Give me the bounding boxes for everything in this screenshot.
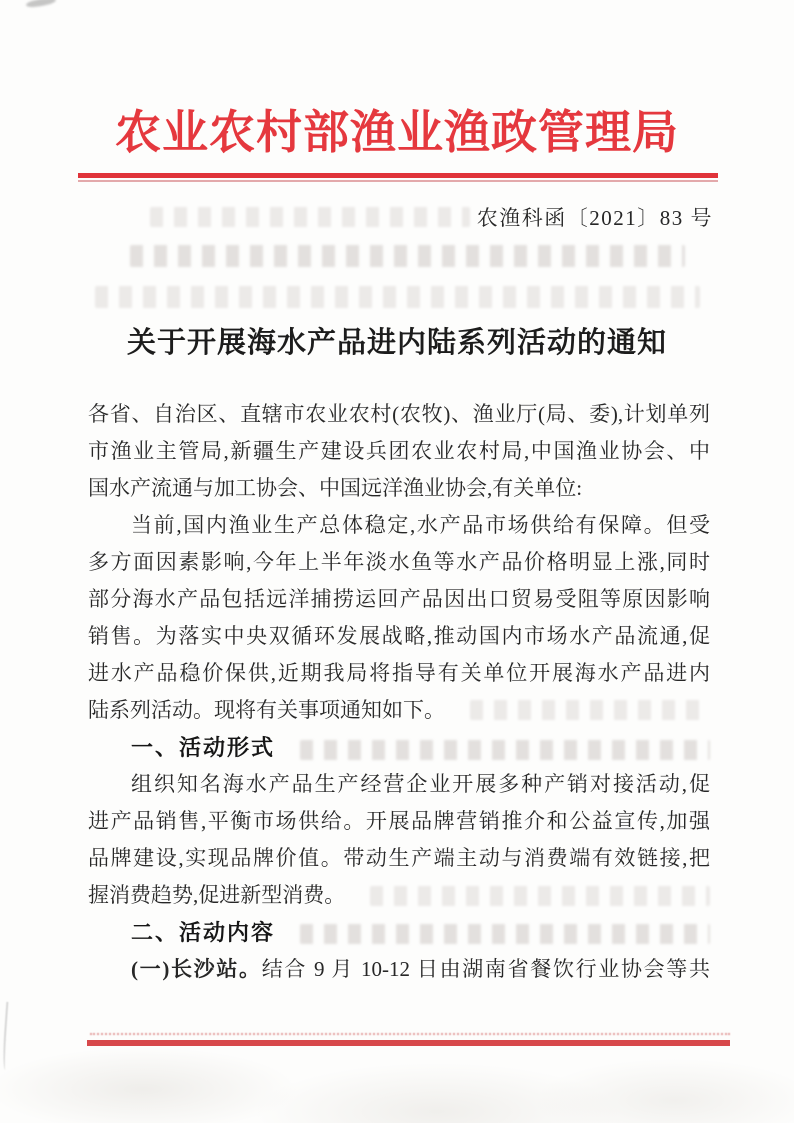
body-line-text: 当前,国内渔业生产总体稳定,水产品市场供给有保障。但受 xyxy=(131,513,710,537)
body-line xyxy=(88,840,710,877)
body-line-text: 销售。为落实中央双循环发展战略,推动国内市场水产品流通,促 xyxy=(88,624,710,648)
body-line xyxy=(88,433,710,470)
notice-title: 关于开展海水产品进内陆系列活动的通知 xyxy=(126,327,667,359)
item-label-bold: (一)长沙站。 xyxy=(131,957,262,981)
body-line-text: 陆系列活动。现将有关事项通知如下。 xyxy=(88,698,445,722)
body-line-text: 市渔业主管局,新疆生产建设兵团农业农村局,中国渔业协会、中 xyxy=(88,439,710,463)
section-heading-activity-content xyxy=(88,914,710,951)
body-line xyxy=(88,655,710,692)
body-line xyxy=(88,766,710,803)
body-line-text: 品牌建设,实现品牌价值。带动生产端主动与消费端有效链接,把 xyxy=(88,846,710,870)
bleed-through-artifact xyxy=(130,245,685,267)
body-line xyxy=(88,507,710,544)
notice-body xyxy=(88,396,710,988)
body-line xyxy=(88,877,710,914)
section-heading-text: 二、活动内容 xyxy=(131,920,276,945)
body-line xyxy=(88,544,710,581)
section-heading-text: 一、活动形式 xyxy=(131,735,276,760)
body-line-text: 结合 9 月 10-12 日由湖南省餐饮行业协会等共 xyxy=(261,957,710,981)
letterhead-rule-thin xyxy=(78,180,718,182)
item-changsha-line xyxy=(88,951,710,988)
body-line xyxy=(88,396,710,433)
bleed-through-artifact xyxy=(150,207,470,227)
body-line-text: 握消费趋势,促进新型消费。 xyxy=(88,883,346,907)
body-line xyxy=(88,692,710,729)
body-line xyxy=(88,618,710,655)
body-line-text: 各省、自治区、直辖市农业农村(农牧)、渔业厅(局、委),计划单列 xyxy=(88,402,710,426)
body-line-text: 进产品销售,平衡市场供给。开展品牌营销推介和公益宣传,加强 xyxy=(88,809,710,833)
body-line-text: 部分海水产品包括远洋捕捞运回产品因出口贸易受阻等原因影响 xyxy=(88,587,710,611)
body-line-text: 组织知名海水产品生产经营企业开展多种产销对接活动,促 xyxy=(131,772,710,796)
section-heading-activity-format xyxy=(88,729,710,766)
bleed-through-artifact xyxy=(95,286,700,308)
letterhead-rule-thick xyxy=(78,173,718,178)
bleed-through-rule-solid xyxy=(87,1040,730,1046)
body-line xyxy=(88,470,710,507)
body-line xyxy=(88,581,710,618)
agency-letterhead-title: 农业农村部渔业渔政管理局 xyxy=(115,107,679,158)
body-line-text: 进水产品稳价保供,近期我局将指导有关单位开展海水产品进内 xyxy=(88,661,710,685)
doc-number: 农渔科函〔2021〕83 号 xyxy=(476,206,713,230)
body-line-text: 多方面因素影响,今年上半年淡水鱼等水产品价格明显上涨,同时 xyxy=(88,550,710,574)
body-line-text: 国水产流通与加工协会、中国远洋渔业协会,有关单位: xyxy=(88,476,583,500)
body-line xyxy=(88,803,710,840)
bleed-through-rule-dotted xyxy=(90,1033,730,1035)
scan-edge-mark xyxy=(2,1002,13,1070)
scan-corner-mark xyxy=(26,0,57,9)
